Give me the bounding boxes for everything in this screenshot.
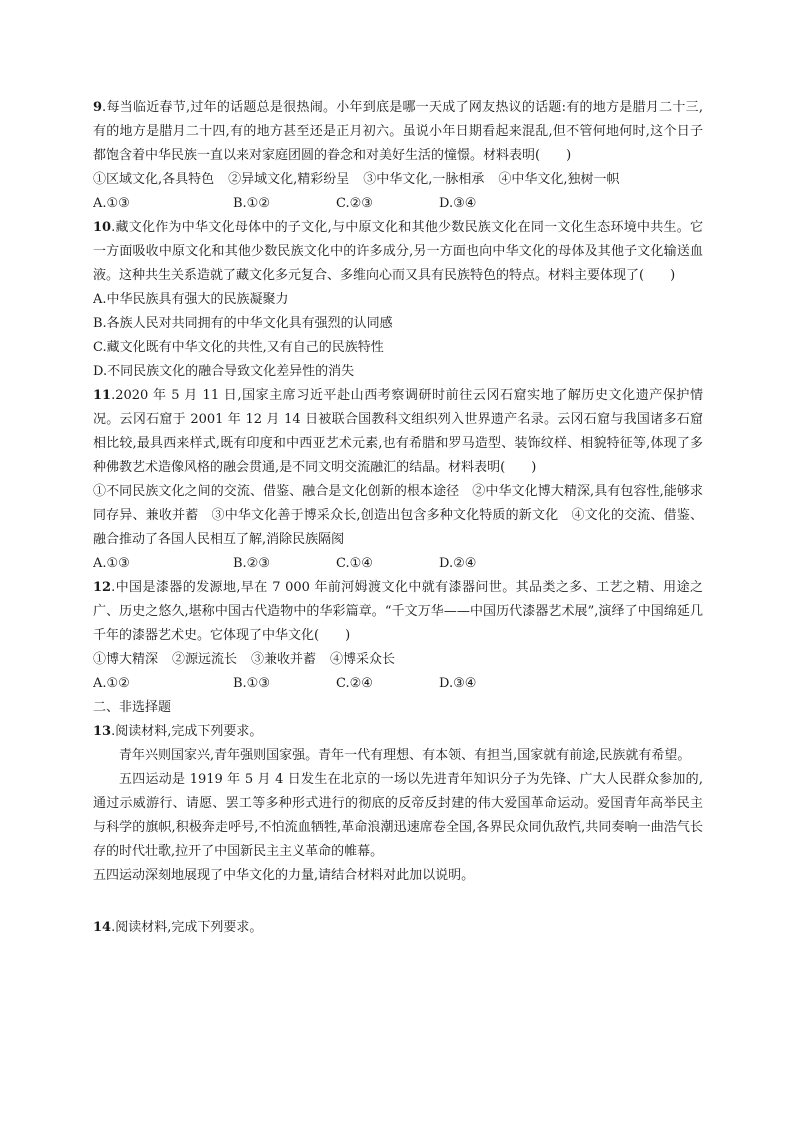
statement: ③中华文化,一脉相承 (363, 172, 485, 187)
question-11 (93, 384, 703, 480)
question-number: 11 (93, 388, 112, 403)
option-a[interactable]: A.中华民族具有强大的民族凝聚力 (93, 292, 289, 307)
material-paragraph: 五四运动是 1919 年 5 月 4 日发生在北京的一场以先进青年知识分子为先锋、广大人民群众参加的,通过示威游行、请愿、罢工等多种形式进行的彻底的反帝反封建的伟大爱国革命运动。爱国青年高举民主与科学的旗帜,积极奔走呼号,不怕流血牺牲,革命浪潮迅速席卷全国,各界民众同仇敌忾,共同奏响一曲浩气长存的时代壮歌,拉开了中国新民主主义革命的帷幕。 (93, 772, 703, 859)
option-a[interactable]: A.①③ (93, 196, 130, 211)
statements (93, 168, 703, 192)
option-c[interactable]: C.①④ (336, 556, 373, 571)
question-number: 13 (93, 724, 112, 739)
question-number: 10 (93, 220, 112, 235)
option-b[interactable]: B.②③ (233, 556, 270, 571)
option-c[interactable]: C.藏文化既有中华文化的共性,又有自己的民族特性 (93, 340, 384, 355)
question-stem: .阅读材料,完成下列要求。 (111, 920, 263, 935)
question-stem: .每当临近春节,过年的话题总是很热闹。小年到底是哪一天成了网友热议的话题:有的地方是腊月二十三,有的地方是腊月二十四,有的地方甚至还是正月初六。虽说小年日期看起来混乱,但不管何地何时,这个日子都饱含着中华民族一直以来对家庭团圆的眷念和对美好生活的憧憬。材料表明( ) (93, 100, 703, 163)
content (93, 96, 703, 940)
option-d[interactable]: D.不同民族文化的融合导致文化差异性的消失 (93, 364, 355, 379)
options (93, 552, 703, 576)
question-12 (93, 576, 703, 648)
statement: ①区域文化,各具特色 (93, 172, 215, 187)
statement: ④博采众长 (330, 652, 396, 667)
option-b[interactable]: B.各族人民对共同拥有的中华文化具有强烈的认同感 (93, 316, 393, 331)
question-14 (93, 916, 703, 940)
statement: ④中华文化,独树一帜 (498, 172, 620, 187)
option-c[interactable]: C.②④ (336, 676, 373, 691)
option-d[interactable]: D.②④ (439, 556, 477, 571)
question-prompt: 五四运动深刻地展现了中华文化的力量,请结合材料对此加以说明。 (93, 868, 475, 883)
option-b[interactable]: B.①③ (233, 676, 270, 691)
material-paragraph: 青年兴则国家兴,青年强则国家强。青年一代有理想、有本领、有担当,国家就有前途,民族就有希望。 (119, 748, 691, 763)
question-stem: .2020 年 5 月 11 日,国家主席习近平赴山西考察调研时前往云冈石窟实地了解历史文化遗产保护情况。云冈石窟于 2001 年 12 月 14 日被联合国教科文组织列入世界遗产名录。云冈石窟与我国诸多石窟相比较,最具西来样式,既有印度和中西亚艺术元素,也有希腊和罗马造型、装饰纹样、相貌特征等,体现了多种佛教艺术造像风格的融会贯通,是不同文明交流融汇的结晶。材料表明( ) (93, 388, 703, 475)
question-number: 14 (93, 920, 112, 935)
option-b[interactable]: B.①② (233, 196, 270, 211)
option-c[interactable]: C.②③ (336, 196, 373, 211)
answer-space (93, 888, 703, 916)
option-a[interactable]: A.①③ (93, 556, 130, 571)
question-stem: .阅读材料,完成下列要求。 (111, 724, 263, 739)
option-d[interactable]: D.③④ (439, 196, 477, 211)
statements (93, 648, 703, 672)
statement: ③兼收并蓄 (251, 652, 317, 667)
question-9 (93, 96, 703, 168)
options (93, 672, 703, 696)
option-a[interactable]: A.①② (93, 676, 130, 691)
question-number: 12 (93, 580, 112, 595)
question-13 (93, 720, 703, 744)
question-10 (93, 216, 703, 288)
question-stem: .中国是漆器的发源地,早在 7 000 年前河姆渡文化中就有漆器问世。其品类之多、工艺之精、用途之广、历史之悠久,堪称中国古代造物中的华彩篇章。“千文万华——中国历代漆器艺术展”,演绎了中国绵延几千年的漆器艺术史。它体现了中华文化( ) (93, 580, 703, 643)
section-heading: 二、非选择题 (93, 700, 172, 715)
statement: ②源远流长 (172, 652, 238, 667)
statement: ①博大精深 (93, 652, 159, 667)
options (93, 192, 703, 216)
statements: ①不同民族文化之间的交流、借鉴、融合是文化创新的根本途径 ②中华文化博大精深,具有包容性,能够求同存异、兼收并蓄 ③中华文化善于博采众长,创造出包含多种文化特质的新文化 ④文化的交流、借鉴、融合推动了各国人民相互了解,消除民族隔阂 (93, 484, 703, 547)
statement: ②异域文化,精彩纷呈 (228, 172, 350, 187)
option-d[interactable]: D.③④ (439, 676, 477, 691)
question-stem: .藏文化作为中华文化母体中的子文化,与中原文化和其他少数民族文化在同一文化生态环境中共生。它一方面吸收中原文化和其他少数民族文化中的许多成分,另一方面也向中华文化的母体及其他子文化输送血液。这种共生关系造就了藏文化多元复合、多维向心而又具有民族特色的特点。材料主要体现了( ) (93, 220, 703, 283)
question-number: 9 (93, 100, 103, 115)
